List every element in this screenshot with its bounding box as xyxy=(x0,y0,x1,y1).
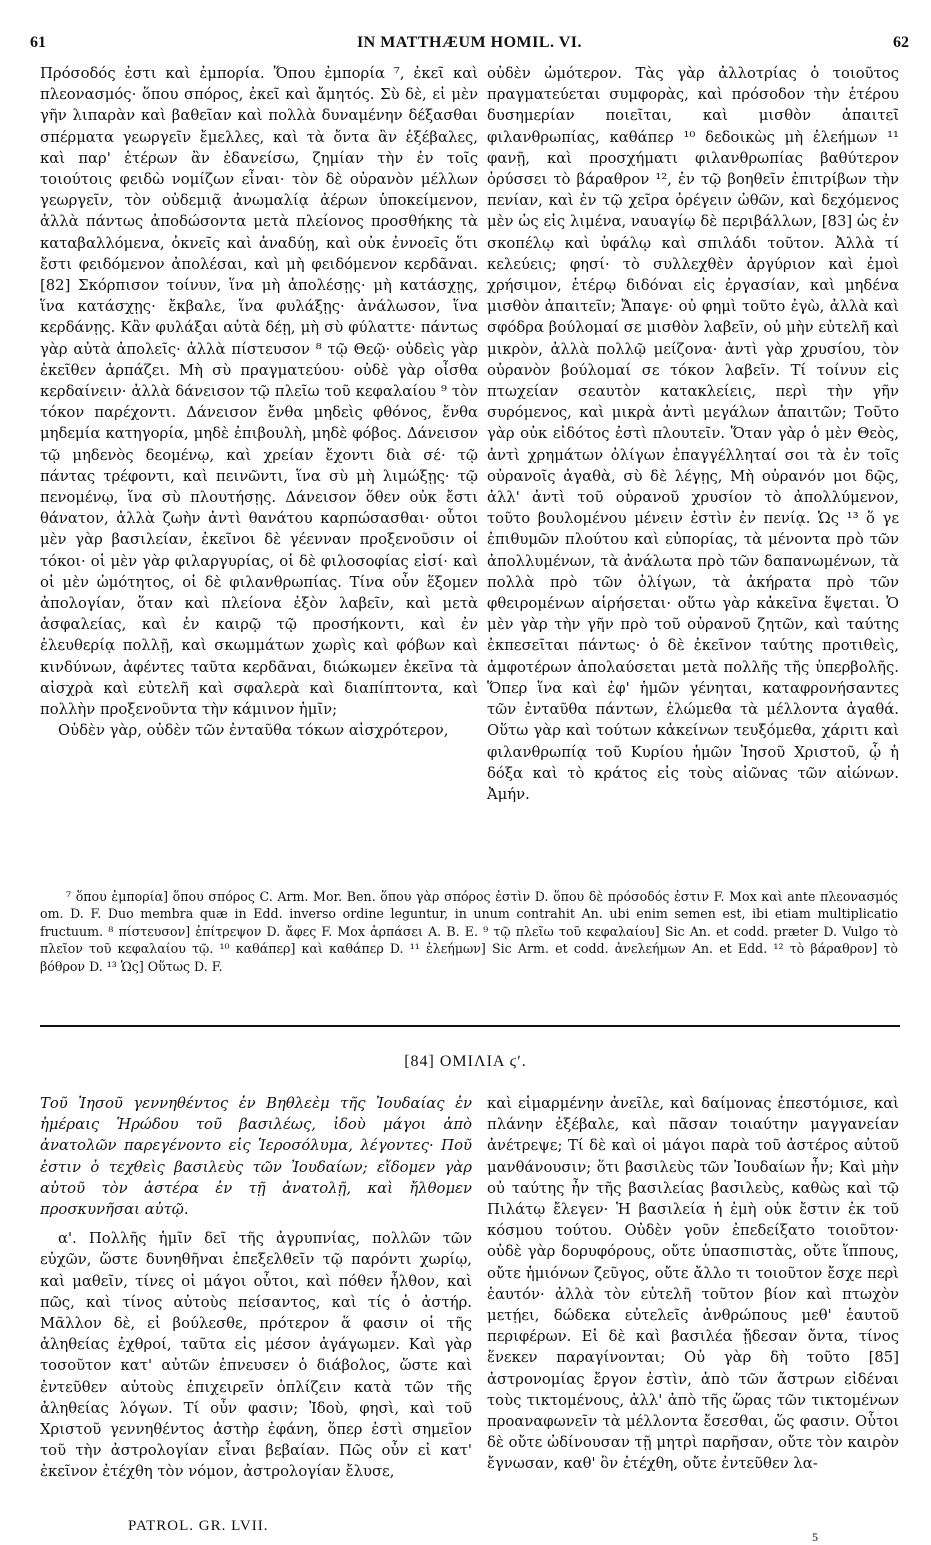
footer-signature: PATROL. GR. LVII. xyxy=(128,1518,269,1534)
scripture-lemma: Τοῦ Ἰησοῦ γεννηθέντος ἐν Βηθλεὲμ τῆς Ἰουδαίας ἐν ἡμέραις Ἡρώδου τοῦ βασιλέως, ἰδοὺ μάγοι ἀπὸ ἀνατολῶν παρεγένοντο εἰς Ἱεροσόλυμα, λέγοντες· Ποῦ ἐστιν ὁ τεχθεὶς βασιλεὺς τῶν Ἰουδαίων; εἴδομεν γὰρ αὐτοῦ τὸν ἀστέρα ἐν τῇ ἀνατολῇ, καὶ ἤλθομεν προσκυνῆσαι αὐτῷ. xyxy=(40,1095,472,1219)
paragraph-left-last: Οὐδὲν γὰρ, οὐδὲν τῶν ἐνταῦθα τόκων αἰσχρότερον, xyxy=(58,722,449,740)
page-number-right: 62 xyxy=(893,34,909,51)
column-right-top xyxy=(487,63,899,863)
footnotes xyxy=(40,888,898,1000)
paragraph-left: Πρόσοδός ἐστι καὶ ἐμπορία. Ὅπου ἐμπορία ⁷, ἐκεῖ καὶ πλεονασμός· ὅπου σπόρος, ἐκεῖ καὶ ἄμητός. Σὺ δὲ, εἰ μὲν γῆν λιπαρὰν καὶ βαθεῖαν καὶ πολλὰ δυναμένην δέξασθαι σπέρματα γεωργεῖν ἔμελλες, καὶ τὰ ὄντα ἂν ἐξέβαλες, καὶ παρ' ἑτέρων ἂν ἐδανείσω, ζημίαν τὴν ἐν τοῖς τοιούτοις φειδὼ νομίζων εἶναι· τὸν δὲ οὐρανὸν μέλλων γεωργεῖν, τὸν οὐδεμιᾷ ἀνωμαλίᾳ ἀέρων ὑποκείμενον, ἀλλὰ πάντως ἀποδώσοντα μετὰ πλείονος προσθήκης τὰ καταβαλλόμενα, ὀκνεῖς καὶ ἀναδύῃ, καὶ οὐκ ἐννοεῖς ὅτι ἔστι φειδόμενον ἀπολέσαι, καὶ μὴ φειδόμενον κερδᾶναι. [82] Σκόρπισον τοίνυν, ἵνα μὴ ἀπολέσῃς· μὴ κατάσχῃς, ἵνα κατάσχῃς· ἔκβαλε, ἵνα φυλάξῃς· ἀνάλωσον, ἵνα κερδάνῃς. Κἂν φυλάξαι αὐτὰ δέῃ, μὴ σὺ φύλαττε· πάντως γὰρ αὐτὰ ἀπολεῖς· ἀλλὰ πίστευσον ⁸ τῷ Θεῷ· οὐδεὶς γὰρ ἐκεῖθεν ἁρπάζει. Μὴ σὺ πραγματεύου· οὐδὲ γὰρ οἶσθα κερδαίνειν· ἀλλὰ δάνεισον τῷ πλεῖω τοῦ κεφαλαίου ⁹ τὸν τόκον παρέχοντι. Δάνεισον ἔνθα μηδεὶς φθόνος, ἔνθα μηδεμία κατηγορία, μηδὲ ἐπιβουλὴ, μηδὲ φόβος. Δάνεισον τῷ μηδενὸς δεομένῳ, καὶ χρείαν ἔχοντι διὰ σέ· τῷ πάντας τρέφοντι, καὶ πεινῶντι, ἵνα σὺ μὴ λιμώξῃς· τῷ πενομένῳ, ἵνα σὺ πλουτήσῃς. Δάνεισον ὅθεν οὐκ ἔστι θάνατον, ἀλλὰ ζωὴν ἀντὶ θανάτου καρπώσασθαι· οὗτοι μὲν γὰρ βασιλείαν, ἐκεῖνοι δὲ γέενναν προξενοῦσιν οἱ τόκοι· οἱ μὲν γὰρ φιλαργυρίας, οἱ δὲ φιλοσοφίας εἰσί· καὶ οἱ μὲν ὠμότητος, οἱ δὲ φιλανθρωπίας. Τίνα οὖν ἕξομεν ἀπολογίαν, ὅταν καὶ πλείονα ἐξὸν λαβεῖν, καὶ μετὰ ἀσφαλείας, καὶ ἐν καιρῷ τῷ προσήκοντι, καὶ ἐν ἐλευθερίᾳ πολλῇ, καὶ σκωμμάτων χωρὶς καὶ φόβων καὶ κινδύνων, ἀφέντες ταῦτα κερδᾶναι, διώκωμεν ἐκεῖνα τὰ αἰσχρὰ καὶ εὐτελῆ καὶ σφαλερὰ καὶ διαπίπτοντα, καὶ πολλὴν προξενοῦντα τὴν κάμινον ἡμῖν; xyxy=(40,65,478,719)
running-header xyxy=(30,34,909,56)
page-number-left: 61 xyxy=(30,34,46,51)
paragraph-left-bottom: α'. Πολλῆς ἡμῖν δεῖ τῆς ἀγρυπνίας, πολλῶν τῶν εὐχῶν, ὥστε δυνηθῆναι ἐπεξελθεῖν τῷ παρόντι χωρίῳ, καὶ μαθεῖν, τίνες οἱ μάγοι οὗτοι, καὶ πόθεν ἦλθον, καὶ πῶς, καὶ τίνος αὐτοὺς πείσαντος, καὶ τίς ὁ ἀστήρ. Μᾶλλον δὲ, εἰ βούλεσθε, πρότερον ἅ φασιν οἱ τῆς ἀληθείας ἐχθροί, ταῦτα εἰς μέσον ἀγάγωμεν. Καὶ γὰρ τοσοῦτον κατ' αὐτῶν ἐπνευσεν ὁ διάβολος, ὥστε καὶ ἐντεῦθεν αὐτοὺς ἐπιχειρεῖν ὁπλίζειν κατὰ τῶν τῆς ἀληθείας λόγων. Τί οὖν φασιν; Ἰδοὺ, φησὶ, καὶ τοῦ Χριστοῦ γεννηθέντος ἀστὴρ ἐφάνη, ὅπερ ἐστὶ σημεῖον τοῦ τὴν ἀστρολογίαν εἶναι βεβαίαν. Πῶς οὖν εἰ κατ' ἐκεῖνον ἐτέχθη τὸν νόμον, ἀστρολογίαν ἔλυσε, xyxy=(40,1230,472,1481)
column-right-bottom xyxy=(487,1093,899,1540)
homily-title: [84] ΟΜΙΛΙΑ ϛʹ. xyxy=(404,1053,527,1070)
paragraph-right: οὐδὲν ὠμότερον. Τὰς γὰρ ἀλλοτρίας ὁ τοιοῦτος πραγματεύεται συμφορὰς, καὶ πρόσοδον τὴν ἑτέρου δυσημερίαν ποιεῖται, καὶ μισθὸν ἀπαιτεῖ φιλανθρωπίας, καθάπερ ¹⁰ δεδοικὼς μὴ ἐλεήμων ¹¹ φανῇ, καὶ προσχήματι φιλανθρωπίας βαθύτερον ὀρύσσει τὸ βάραθρον ¹², ἐν τῷ βοηθεῖν ἐπιτρίβων τὴν πενίαν, καὶ ἐν τῷ χεῖρα ὀρέγειν ὠθῶν, καὶ δεχόμενος μὲν ὡς εἰς λιμένα, ναυαγίῳ δὲ περιβάλλων, [83] ὡς ἐν σκοπέλῳ καὶ ὑφάλῳ καὶ σπιλάδι τοῦτον. Ἀλλὰ τί κελεύεις; φησί· τὸ συλλεχθὲν ἀργύριον καὶ ἐμοὶ χρήσιμον, ἑτέρῳ διδόναι εἰς ἐργασίαν, καὶ μηδένα μισθὸν ἀπαιτεῖν; Ἄπαγε· οὐ φημὶ τοῦτο ἐγὼ, ἀλλὰ καὶ σφόδρα βούλομαί σε μισθὸν λαβεῖν, οὐ μὴν εὐτελῆ καὶ μικρὸν, ἀλλὰ πολλῷ μείζονα· ἀντὶ γὰρ χρυσίου, τὸν οὐρανὸν βούλομαί σε τόκον λαβεῖν. Τί τοίνυν εἰς πτωχείαν σεαυτὸν κατακλείεις, περὶ τὴν γῆν συρόμενος, καὶ μικρὰ ἀντὶ μεγάλων ἀπαιτῶν; Τοῦτο γὰρ οὐκ εἰδότος ἐστὶ πλουτεῖν. Ὅταν γὰρ ὁ μὲν Θεὸς, ἀντὶ χρημάτων ὀλίγων ἐπαγγέλληταί σοι τὰ ἐν τοῖς οὐρανοῖς ἀγαθὰ, σὺ δὲ λέγῃς, Μὴ οὐρανόν μοι δῷς, ἀλλ' ἀντὶ τοῦ οὐρανοῦ χρυσίον τὸ ἀπολλύμενον, τοῦτο βουλομένου μένειν ἐστὶν ἐν πενίᾳ. Ὡς ¹³ ὅ γε ἐπιθυμῶν πλούτου καὶ εὐπορίας, τὰ μένοντα πρὸ τῶν ἀπολλυμένων, τὰ ἀνάλωτα πρὸ τῶν δαπανωμένων, τὰ πολλὰ πρὸ τῶν ὀλίγων, τὰ ἀκήρατα πρὸ τῶν φθειρομένων αἱρήσεται· οὕτω γὰρ κἀκεῖνα ἕψεται. Ὁ μὲν γὰρ τὴν γῆν πρὸ τοῦ οὐρανοῦ ζητῶν, καὶ ταύτης ἐκπεσεῖται πάντως· ὁ δὲ ἐκεῖνον ταύτης προτιθεὶς, ἀμφοτέρων ἀπολαύσεται μετὰ πολλῆς τῆς ὑπερβολῆς. Ὅπερ ἵνα καὶ ἐφ' ἡμῶν γένηται, καταφρονήσαντες τῶν ἐνταῦθα πάντων, ἑλώμεθα τὰ μέλλοντα ἀγαθά. Οὕτω γὰρ καὶ τούτων κἀκείνων τευξόμεθα, χάριτι καὶ φιλανθρωπίᾳ τοῦ Κυρίου ἡμῶν Ἰησοῦ Χριστοῦ, ᾧ ἡ δόξα καὶ τὸ κράτος εἰς τοὺς αἰῶνας τῶν αἰώνων. Ἀμήν. xyxy=(487,65,899,803)
column-left-top xyxy=(40,63,478,863)
column-left-bottom xyxy=(40,1093,472,1523)
footnote-text: ⁷ ὅπου ἐμπορία] ὅπου σπόρος C. Arm. Mor. Ben. ὅπου γὰρ σπόρος ἐστὶν D. ὅπου δὲ πρόσοδός ἐστιν F. Mox καὶ ante πλεονασμός om. D. F. Duo membra quæ in Edd. inverso ordine leguntur, in unum contrahit An. ubi enim semen est, ibi etiam multiplicatio fructuum. ⁸ πίστευσον] ἐπίτρεψον D. ἄφες F. Mox ἁρπάσει A. B. E. ⁹ τῷ πλεῖω τοῦ κεφαλαίου] Sic An. et codd. præter D. Vulgo τὸ πλεῖον τοῦ κεφαλαίου τῷ. ¹⁰ καθάπερ] καὶ καθάπερ D. ¹¹ ἐλεήμων] Sic Arm. et codd. ἀνελεήμων An. et Edd. ¹² τὸ βάραθρον] τὸ βόθρον D. ¹³ Ὡς] Οὕτως D. F. xyxy=(40,889,898,974)
running-title: IN MATTHÆUM HOMIL. VI. xyxy=(356,34,583,51)
footer-sheet-number: 5 xyxy=(812,1530,818,1544)
paragraph-right-bottom: καὶ εἱμαρμένην ἀνεῖλε, καὶ δαίμονας ἐπεστόμισε, καὶ πλάνην ἐξέβαλε, καὶ πᾶσαν τοιαύτην μαγγανείαν ἀνέτρεψε; Τί δὲ καὶ οἱ μάγοι παρὰ τοῦ ἀστέρος αὐτοῦ μανθάνουσιν; ὅτι βασιλεὺς τῶν Ἰουδαίων ἦν; Καὶ μὴν οὐ ταύτης ἦν τῆς βασιλείας βασιλεὺς, καθὼς καὶ τῷ Πιλάτῳ ἔλεγεν· Ἡ βασιλεία ἡ ἐμὴ οὐκ ἔστιν ἐκ τοῦ κόσμου τούτου. Οὐδὲν γοῦν ἐπεδείξατο τοιοῦτον· οὐδὲ γὰρ δορυφόρους, οὔτε ὑπασπιστὰς, οὔτε ἵππους, οὔτε ἡμιόνων ζεῦγος, οὔτε ἄλλο τι τοιοῦτον ἔσχε περὶ ἑαυτόν· ἀλλὰ τὸν εὐτελῆ τοῦτον βίον καὶ πτωχὸν μετῄει, δώδεκα εὐτελεῖς ἀνθρώπους μεθ' ἑαυτοῦ περιφέρων. Εἰ δὲ καὶ βασιλέα ᾔδεσαν ὄντα, τίνος ἕνεκεν παραγίνονται; Οὐ γὰρ δὴ τοῦτο [85] ἀστρονομίας ἔργον ἐστὶν, ἀπὸ τῶν ἄστρων εἰδέναι τοὺς τικτομένους, ἀλλ' ἀπὸ τῆς ὥρας τῶν τικτομένων προαναφωνεῖν τὰ μέλλοντα ἔσεσθαι, ὥς φασιν. Οὗτοι δὲ οὔτε ὠδίνουσαν τῇ μητρὶ παρῆσαν, οὔτε τὸν καιρὸν ἔγνωσαν, καθ' ὃν ἐτέχθη, οὔτε ἐντεῦθεν λα- xyxy=(487,1095,899,1473)
section-divider xyxy=(40,1025,900,1027)
